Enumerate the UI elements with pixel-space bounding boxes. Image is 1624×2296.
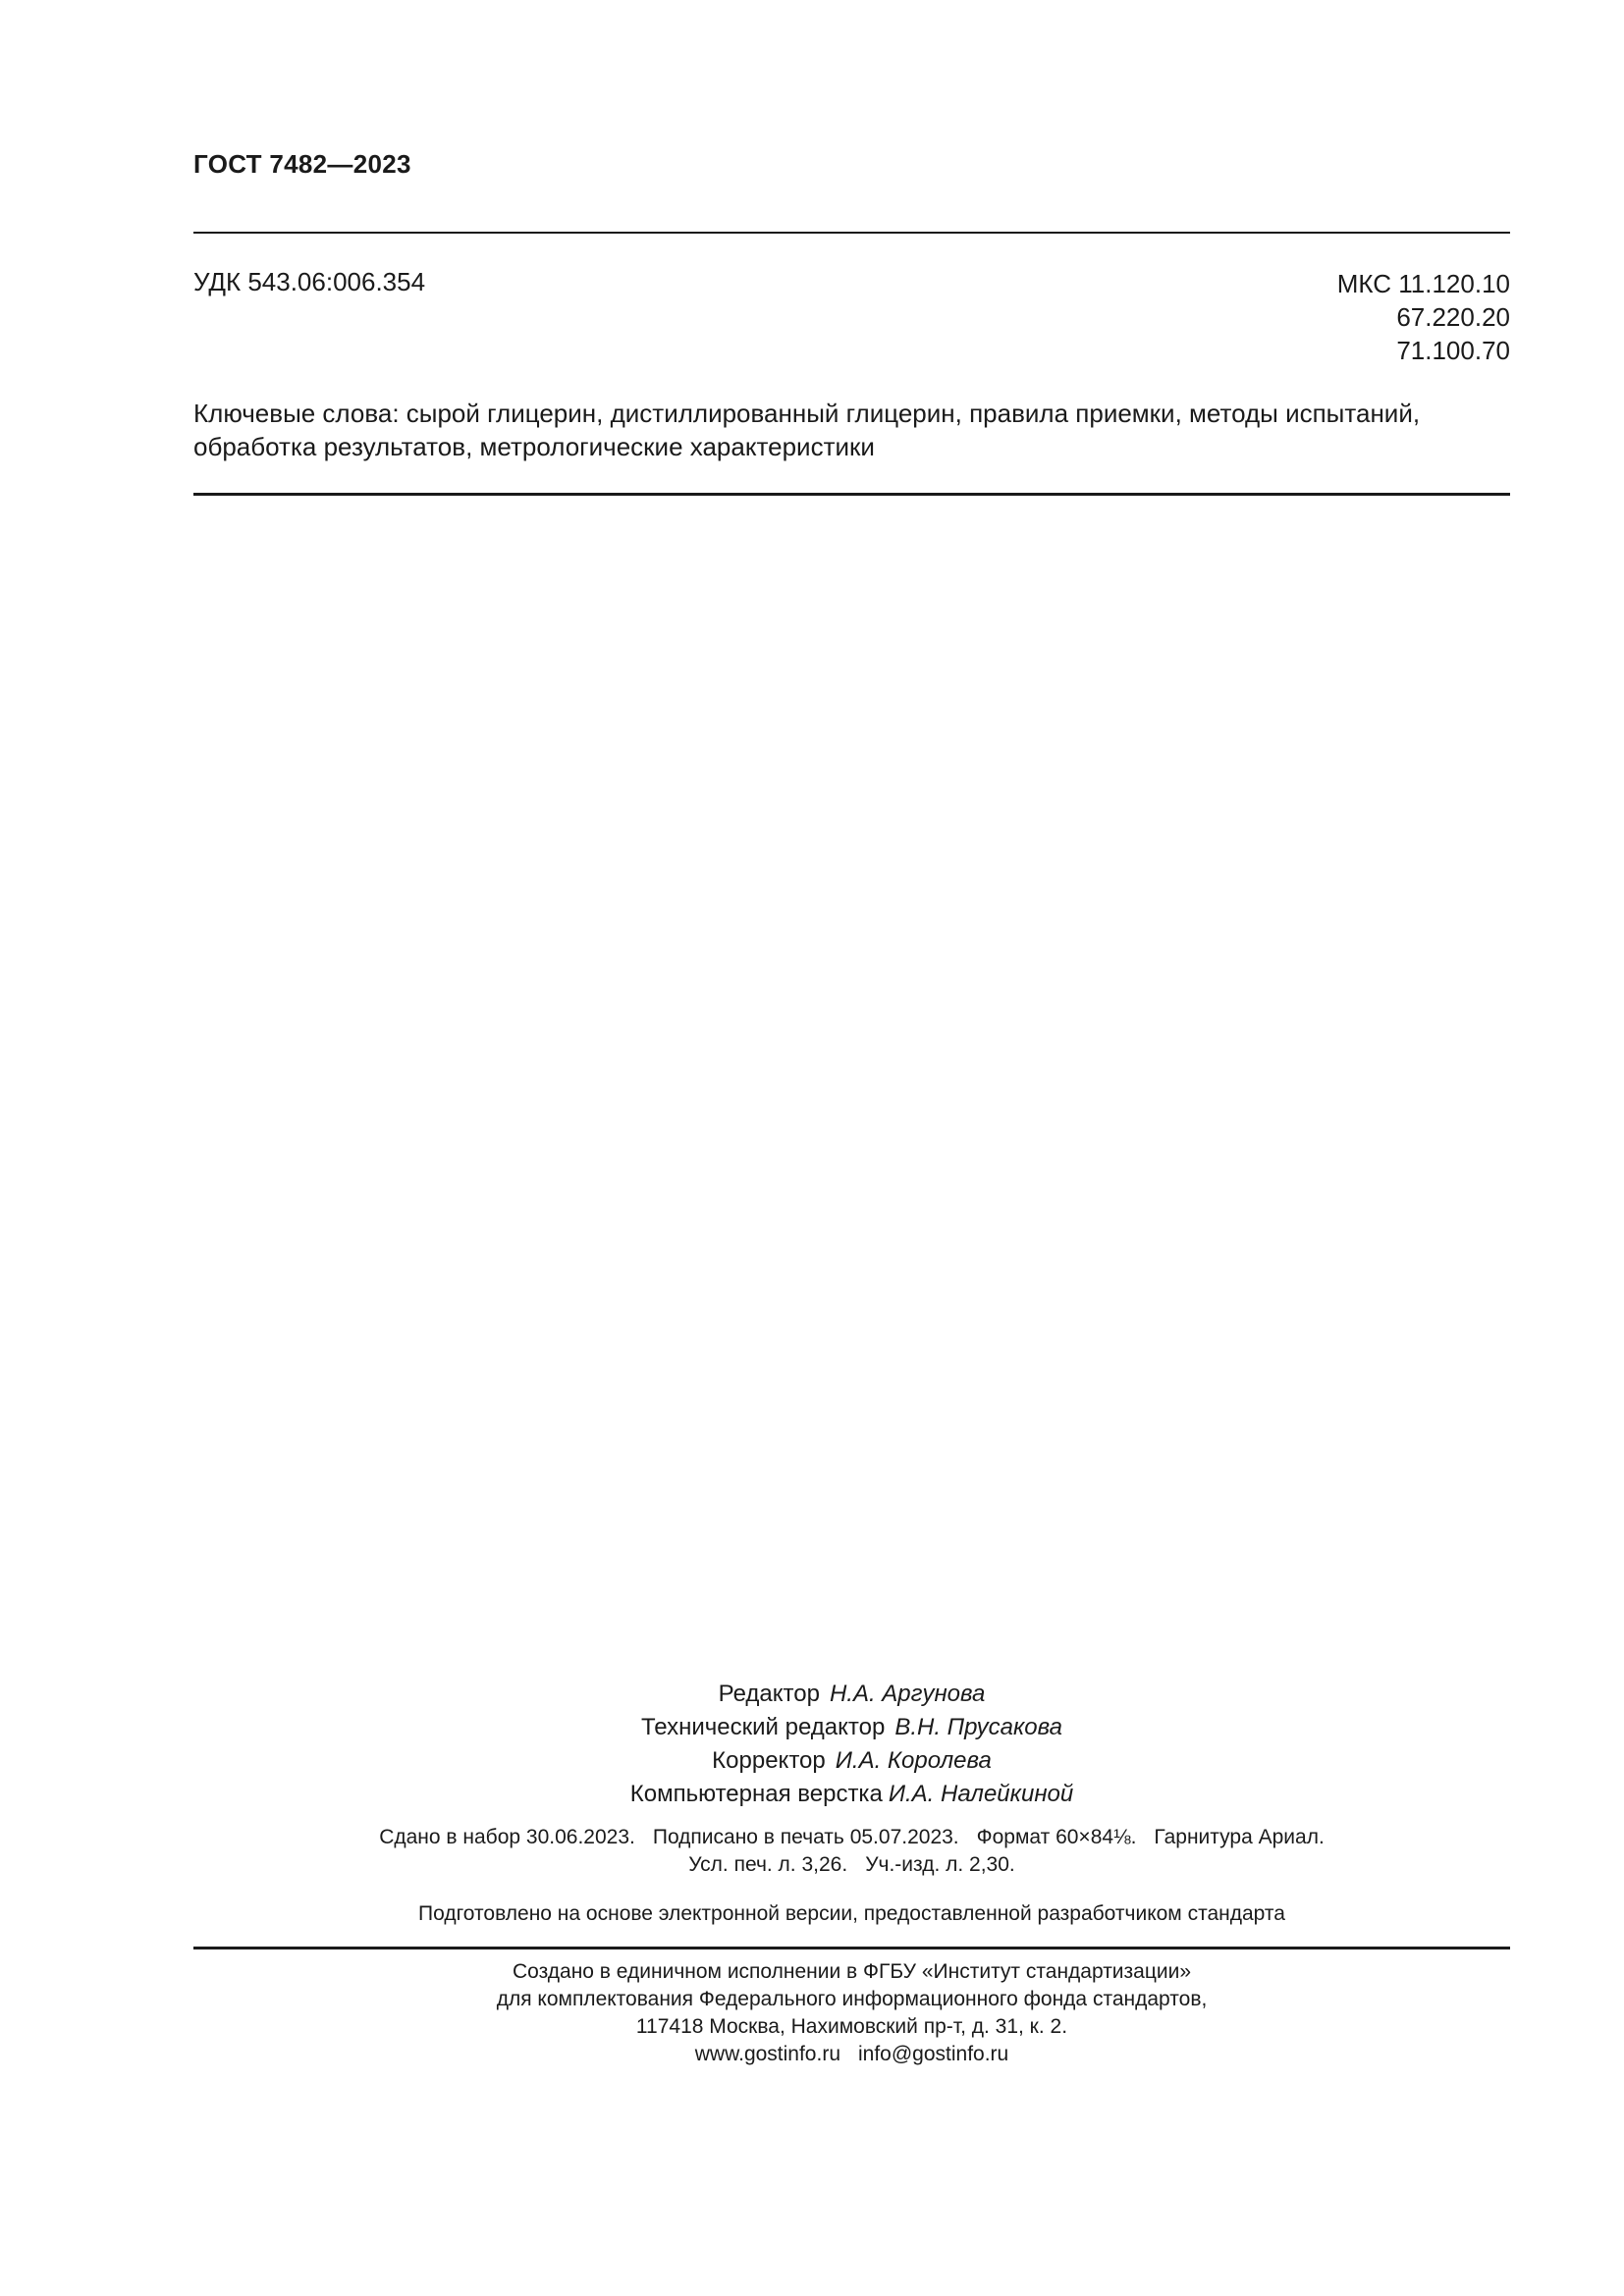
credit-layout [193,1778,1510,1811]
credit-proofreader [193,1744,1510,1778]
keywords [193,397,1514,463]
credit-editor [193,1678,1510,1711]
credit-person: В.Н. Прусакова [894,1714,1062,1740]
credit-role: Корректор [712,1747,826,1774]
udk-code: УДК 543.06:006.354 [193,267,426,296]
publisher-address: 117418 Москва, Нахимовский пр-т, д. 31, к. 2. [635,2015,1068,2038]
credit-person: Н.А. Аргунова [829,1681,986,1707]
credit-person: И.А. Королева [835,1747,992,1774]
prepared-note: Подготовлено на основе электронной версии, предоставленной разработчиком стандарта [418,1902,1285,1925]
publisher-line-1: Создано в единичном исполнении в ФГБУ «Институт стандартизации» [512,1960,1192,1983]
credit-person: И.А. Налейкиной [888,1781,1074,1807]
credit-role: Редактор [718,1681,820,1707]
publisher-contacts [193,2041,1510,2068]
mks-code-3: 71.100.70 [1396,336,1510,365]
top-divider [193,232,1510,234]
signed-date: Подписано в печать 05.07.2023. [652,1826,959,1848]
keywords-line-1: Ключевые слова: сырой глицерин, дистиллированный глицерин, правила приемки, методы испытаний, [193,399,1421,428]
credit-role: Компьютерная верстка [629,1781,883,1807]
publisher-block [193,1958,1510,2068]
print-info-line-2 [193,1851,1510,1879]
mks-code-2: 67.220.20 [1396,302,1510,332]
website-link[interactable]: www.gostinfo.ru [694,2043,840,2065]
publisher-line-2: для комплектования Федерального информационного фонда стандартов, [496,1988,1208,2010]
publisher-sheets: Уч.-изд. л. 2,30. [865,1853,1015,1876]
submitted-date: Сдано в набор 30.06.2023. [379,1826,635,1848]
print-info [193,1824,1510,1879]
mks-code-1: МКС 11.120.10 [1336,269,1510,298]
keywords-divider [193,493,1510,496]
credit-tech-editor [193,1711,1510,1744]
credits-block [193,1678,1510,1811]
footer-divider [193,1947,1510,1949]
mks-codes [1337,267,1510,367]
print-info-line-1 [193,1824,1510,1851]
document-code: ГОСТ 7482—2023 [193,149,411,179]
email-link[interactable]: info@gostinfo.ru [858,2043,1009,2065]
print-sheets: Усл. печ. л. 3,26. [688,1853,848,1876]
paper-format: Формат 60×84⅛. [976,1826,1137,1848]
credit-role: Технический редактор [640,1714,886,1740]
keywords-line-2: обработка результатов, метрологические характеристики [193,432,875,461]
typeface: Гарнитура Ариал. [1154,1826,1325,1848]
